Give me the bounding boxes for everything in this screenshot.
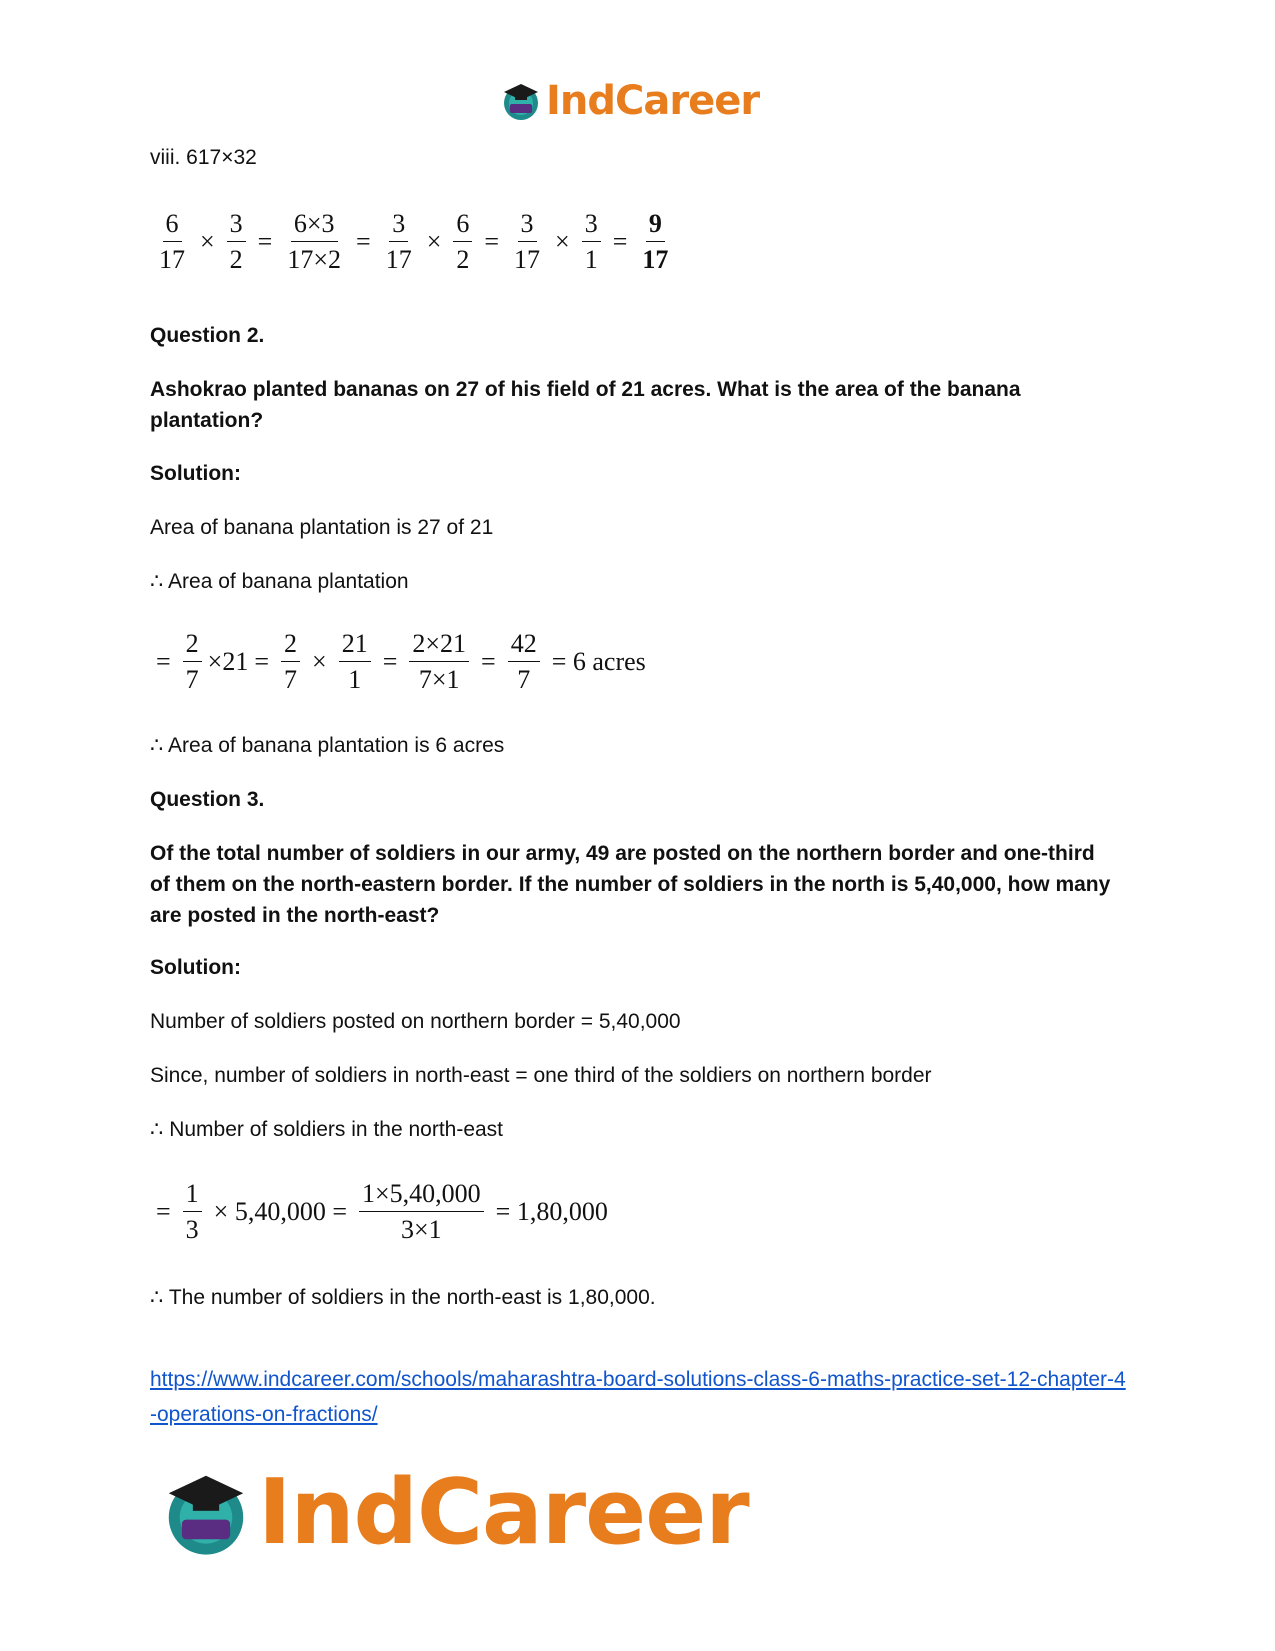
fraction: $\frac{6}{17}$	[159, 209, 185, 274]
source-link[interactable]: https://www.indcareer.com/schools/maharashtra-board-solutions-class-6-maths-practice-set-12-chapter-4-operations-on-fractions/	[150, 1368, 1126, 1426]
fraction: $\frac{21}{1}$	[339, 630, 371, 694]
footer-logo	[160, 1460, 749, 1565]
fraction: $\frac{2}{7}$	[281, 630, 300, 694]
fraction: $\frac{1}{3}$	[183, 1180, 202, 1244]
question-3-equation: = $\frac{1}{3}$ × 5,40,000 = $\frac{1\times 5,40,000}{3\times 1}$ = 1,80,000	[156, 1179, 608, 1244]
fraction: $\frac{2}{7}$	[183, 630, 202, 694]
fraction: $\frac{3}{17}$	[514, 209, 541, 274]
question-2-solution-label: Solution:	[150, 462, 241, 485]
fraction: $\frac{6\times 3}{17\times 2}$	[287, 209, 342, 274]
question-2-heading: Question 2.	[150, 324, 265, 347]
fraction: $\frac{3}{1}$	[582, 210, 601, 274]
question-3-line-2: Since, number of soldiers in north-east = one third of the soldiers on northern border	[150, 1064, 932, 1087]
question-3-heading: Question 3.	[150, 788, 265, 811]
fraction: $\frac{3}{17}$	[385, 209, 412, 274]
question-2-conclusion: ∴ Area of banana plantation is 6 acres	[150, 734, 505, 757]
graduation-globe-icon	[160, 1467, 252, 1559]
question-3-solution-label: Solution:	[150, 956, 241, 979]
fraction: $\frac{42}{7}$	[508, 630, 540, 694]
question-3-line-1: Number of soldiers posted on northern border = 5,40,000	[150, 1010, 681, 1033]
question-3-conclusion: ∴ The number of soldiers in the north-east is 1,80,000.	[150, 1286, 656, 1309]
question-3-text: Of the total number of soldiers in our army, 49 are posted on the northern border and one-third of them on the north-eastern border. If the number of soldiers in the north is 5,40,000, how many are posted in the north-east?	[150, 842, 1111, 927]
logo-wordmark: IndCareer	[546, 78, 760, 124]
fraction: $\frac{3}{2}$	[227, 210, 246, 274]
question-3-line-3: ∴ Number of soldiers in the north-east	[150, 1118, 504, 1141]
question-2-equation: = $\frac{2}{7}$ ×21 = $\frac{2}{7}$ × $\frac{21}{1}$ = $\frac{2\times 21}{7\times 1}$ = $\frac{42}{7}$ = 6 acres	[156, 629, 646, 694]
question-2-line-2: ∴ Area of banana plantation	[150, 570, 409, 593]
question-2-line-1: Area of banana plantation is 27 of 21	[150, 516, 494, 539]
fraction: $\frac{1\times 5,40,000}{3\times 1}$	[359, 1180, 484, 1244]
item-viii-equation: $\frac{6}{17}$ × $\frac{3}{2}$ = $\frac{6\times 3}{17\times 2}$ = $\frac{3}{17}$ × $\frac{6}{2}$ = $\frac{3}{17}$ × $\frac{3}{1}$ = $\frac{9}{17}$	[150, 210, 677, 274]
item-viii-label: viii. 617×32	[150, 146, 257, 169]
fraction: $\frac{2\times 21}{7\times 1}$	[409, 630, 469, 694]
fraction-result: $\frac{9}{17}$	[642, 209, 669, 274]
question-2-text: Ashokrao planted bananas on 27 of his field of 21 acres. What is the area of the banana plantation?	[150, 378, 1021, 432]
graduation-globe-icon	[500, 80, 542, 122]
fraction: $\frac{6}{2}$	[453, 210, 472, 274]
header-logo	[500, 78, 759, 124]
logo-wordmark: IndCareer	[258, 1460, 749, 1565]
